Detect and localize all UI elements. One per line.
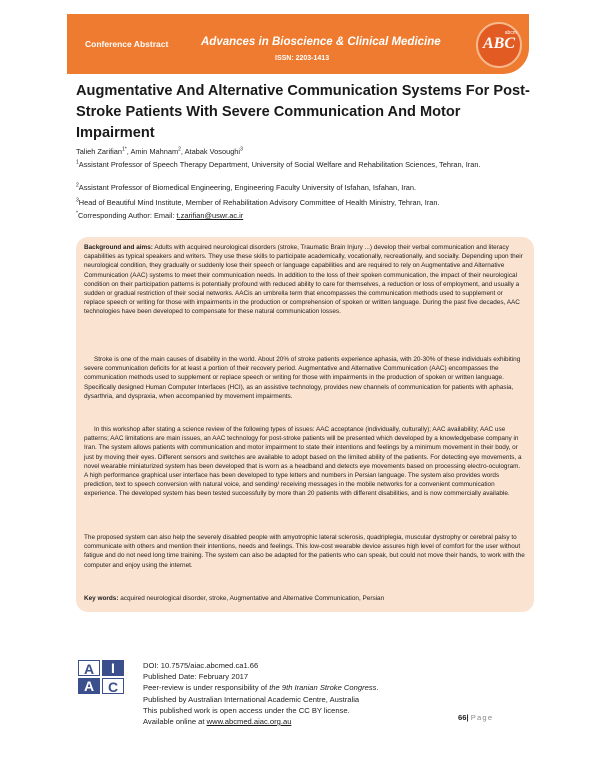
affiliation-3 — [76, 198, 536, 208]
journal-website-link[interactable]: www.abcmed.aiac.org.au — [206, 717, 292, 727]
peer-review-prefix: Peer-review is under responsibility of — [143, 683, 270, 693]
logo-sup-text: abcm — [504, 30, 517, 36]
corresponding-sup: * — [76, 210, 78, 217]
available-prefix: Available online at — [143, 717, 207, 727]
footer-metadata — [143, 660, 463, 727]
author-2: , Amin Mahnam — [126, 147, 179, 156]
page-number — [458, 713, 493, 722]
author-3-sup: 3 — [240, 146, 243, 153]
paper-title: Augmentative And Alternative Communication Systems For Post-Stroke Patients With Severe Communication And Motor Impairment — [76, 83, 530, 141]
corresponding-author — [76, 211, 536, 221]
logo-text: ABC — [482, 35, 515, 52]
aiac-logo-letter-4: C — [102, 678, 124, 694]
journal-name: Advances in Bioscience & Clinical Medicine — [201, 36, 441, 48]
publisher: Published by Australian International Academic Centre, Australia — [143, 694, 360, 704]
page-word: Page — [470, 713, 494, 722]
abstract-p1-text: Adults with acquired neurological disorders (stroke, Traumatic Brain Injury ...) develop their verbal communication and literacy capabilities as typical speakers and writers. They use these skills to participate academically, vocationally, recreationally, and socially. Depending upon their neurological condition, they gradually or suddenly lose their speech or language capabilities and are required to rely on Augmentative and Alternative Communication (AAC) systems to meet their communication needs. In addition to the loss of their spoken communication, the impact of their neurological condition on their participation patterns is potentially profound with reduced ability to care for themselves, a reduction or loss of employment, and usually a sudden or gradual restriction of their social networks. AACis an umbrella term that encompasses the communication methods used to supplement or replace speech or writing for those with impairments in the production or comprehension of spoken or written language. During the past five decades, AAC technologies have been developed to compensate for these natural communication losses. — [84, 244, 523, 316]
abstract-lead: Background and aims: — [84, 244, 153, 251]
abstract-paragraph-2: Stroke is one of the main causes of disability in the world. About 20% of stroke patients experience aphasia, with 20-30% of these individuals exhibiting severe communication deficits for at least a portion of their recovery period. Augmentative and Alternative Communication (AAC) encompasses the communication methods used to supplement or replace speech or writing for those with impairments in the production of spoken or written language. Specifically designed Human Computer Interfaces (HCI), as an assistive technology, provides new channels of communication for patients with aphasia, dysarthria, and dyspraxia, when accompanied by movement impairments. — [84, 356, 521, 400]
affiliation-1-text: Assistant Professor of Speech Therapy Department, University of Social Welfare and Rehabilitation Sciences, Tehran, Iran. — [78, 160, 481, 169]
journal-header-band — [67, 14, 529, 74]
affiliation-1 — [76, 160, 536, 170]
keywords-label: Key words: — [84, 595, 119, 602]
abstract-paragraph-4: The proposed system can also help the severely disabled people with amyotrophic lateral sclerosis, quadriplegia, muscular dystrophy or cerebral palsy to communicate with others and mention their intentions, needs and feelings. This low-cost wearable device assures high level of comfort for the user without fatigue and do not need long time training. The system can also be adapted for the patients who can speak, but could not move their hands, to work with the computer and enjoy using the internet. — [84, 534, 525, 569]
abc-logo — [476, 22, 522, 68]
peer-review-suffix: . — [376, 683, 379, 693]
peer-review-line — [143, 682, 463, 693]
doi: DOI: 10.7575/aiac.abcmed.ca1.66 — [143, 661, 259, 670]
affiliation-3-num: 3 — [76, 197, 79, 204]
aiac-logo-letter-1: A — [78, 660, 100, 676]
aiac-logo-letter-2: I — [102, 660, 124, 676]
peer-review-congress: the 9th Iranian Stroke Congress — [269, 683, 377, 693]
aiac-logo-letter-3: A — [78, 678, 100, 694]
issn: ISSN: 2203-1413 — [275, 55, 330, 62]
affiliation-2-num: 2 — [76, 182, 79, 189]
page-separator: | — [466, 713, 471, 722]
affiliation-1-num: 1 — [76, 159, 79, 166]
license: This published work is open access under the CC BY license. — [143, 705, 350, 715]
conference-abstract-label: Conference Abstract — [85, 39, 169, 49]
author-1: Talieh Zarifian — [76, 147, 123, 156]
aiac-logo — [78, 660, 126, 728]
author-list — [76, 147, 243, 156]
corresponding-email-link[interactable]: t.zarifian@uswr.ac.ir — [176, 211, 244, 220]
abstract-paragraph-3: In this workshop after stating a science review of the following types of issues: AAC acceptance (individually, culturally); AAC availability; AAC use patterns; AAC limitations are main issues, an AAC technology for post-stroke patients will be presented which developed by a knowledgebase company in Iran. The system allows patients with communication and motor impairment to state their intentions and feelings by a minimum movement in their body, or just by moving their eyes. Different sensors and switches are available to adopt based on the limited ability of the patients. For detecting eye movements, a novel wearable miniaturized system has been developed that is worn as a headband and detects eye movements based on processing electro-oculogram. A high performance graphical user interface has been developed to type letters and numbers in Persian language. The system also provides words prediction, text to speech conversion with natural voice, and sending/ receiving messages in the mobile networks for a convenient communication experience. The developed system has been tested successfully by more than 20 patients with different disabilities, and is now commercially available. — [84, 426, 522, 498]
author-3: , Atabak Vosoughi — [180, 147, 241, 156]
abstract-paragraph-1 — [84, 243, 525, 317]
page-number-value: 66 — [458, 713, 467, 722]
affiliation-3-text: Head of Beautiful Mind Institute, Member of Rehabilitation Advisory Committee of Health Ministry, Tehran, Iran. — [78, 198, 440, 207]
affiliation-2 — [76, 183, 536, 193]
affiliation-2-text: Assistant Professor of Biomedical Engineering, Engineering Faculty University of Isfahan, Isfahan, Iran. — [78, 183, 417, 192]
keywords — [84, 595, 525, 602]
author-1-sup: 1* — [122, 146, 127, 153]
published-date: Published Date: February 2017 — [143, 672, 249, 682]
author-2-sup: 2 — [178, 146, 181, 153]
available-online-line — [143, 716, 463, 727]
corresponding-label: Corresponding Author: Email: — [77, 211, 177, 220]
keywords-text: acquired neurological disorder, stroke, Augmentative and Alternative Communication, Persian — [118, 595, 385, 602]
